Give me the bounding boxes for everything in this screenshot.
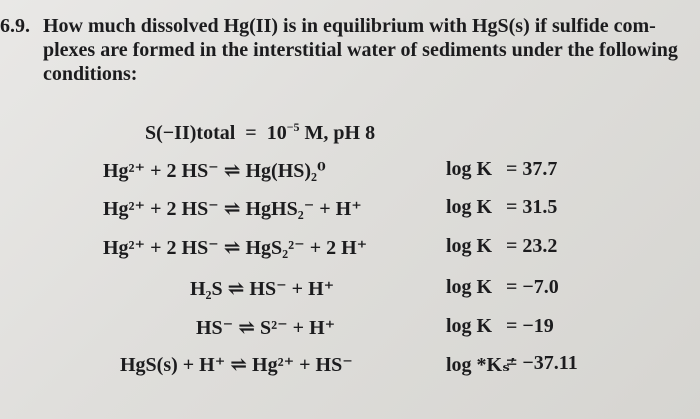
reaction-equation-text: HS⁻ ⇌ S²⁻ + H⁺ bbox=[196, 317, 336, 339]
problem-number: 6.9. bbox=[0, 15, 30, 37]
log-k-value: = −37.11 bbox=[506, 352, 578, 374]
problem-text bbox=[43, 14, 683, 86]
reaction-row-6 bbox=[0, 352, 700, 382]
concentration-base: 10 bbox=[266, 122, 287, 144]
log-k-label: log *Kₛ′ bbox=[446, 354, 516, 376]
problem-line-1: How much dissolved Hg(II) is in equilibrium with HgS(s) if sulfide com- bbox=[43, 15, 656, 37]
log-k-label: log K bbox=[446, 158, 493, 180]
reaction-equation bbox=[196, 315, 335, 340]
reaction-equation-text: HgS(s) + H⁺ ⇌ Hg²⁺ + HS⁻ bbox=[120, 354, 353, 376]
reaction-equation-text: Hg²⁺ + 2 HS⁻ ⇌ HgS₂²⁻ + 2 H⁺ bbox=[103, 237, 368, 259]
log-k-value: = 37.7 bbox=[506, 158, 558, 180]
reaction-equation bbox=[103, 158, 326, 183]
reaction-equation-text: Hg²⁺ + 2 HS⁻ ⇌ Hg(HS)₂⁰ bbox=[103, 160, 326, 182]
s-total-label: S(−II)total bbox=[145, 122, 236, 144]
problem-line-3: conditions: bbox=[43, 63, 138, 85]
reaction-equation-text: H₂S ⇌ HS⁻ + H⁺ bbox=[190, 278, 335, 300]
reaction-equation bbox=[103, 235, 367, 260]
log-k-label: log K bbox=[446, 276, 493, 298]
log-k-value: = 23.2 bbox=[506, 235, 558, 257]
reaction-row-4 bbox=[0, 276, 700, 306]
problem-line-2: plexes are formed in the interstitial water of sediments under the following bbox=[43, 39, 678, 61]
reaction-equation bbox=[120, 352, 353, 377]
reaction-equation bbox=[190, 276, 334, 301]
reaction-row-2 bbox=[0, 196, 700, 226]
concentration-exponent: −5 bbox=[286, 120, 300, 134]
reaction-row-5 bbox=[0, 315, 700, 345]
reaction-equation-text: Hg²⁺ + 2 HS⁻ ⇌ HgHS₂⁻ + H⁺ bbox=[103, 198, 362, 220]
conditions-line bbox=[145, 122, 375, 145]
log-k-value: = −19 bbox=[506, 315, 554, 337]
reaction-row-1 bbox=[0, 158, 700, 188]
concentration-unit-ph: M, pH 8 bbox=[304, 122, 376, 144]
log-k-value: = −7.0 bbox=[506, 276, 559, 298]
log-k-label: log K bbox=[446, 315, 493, 337]
log-k-label: log K bbox=[446, 235, 493, 257]
log-k-value: = 31.5 bbox=[506, 196, 558, 218]
conditions-equals: = bbox=[245, 122, 257, 144]
log-k-label: log K bbox=[446, 196, 493, 218]
reaction-row-3 bbox=[0, 235, 700, 265]
reaction-equation bbox=[103, 196, 362, 221]
